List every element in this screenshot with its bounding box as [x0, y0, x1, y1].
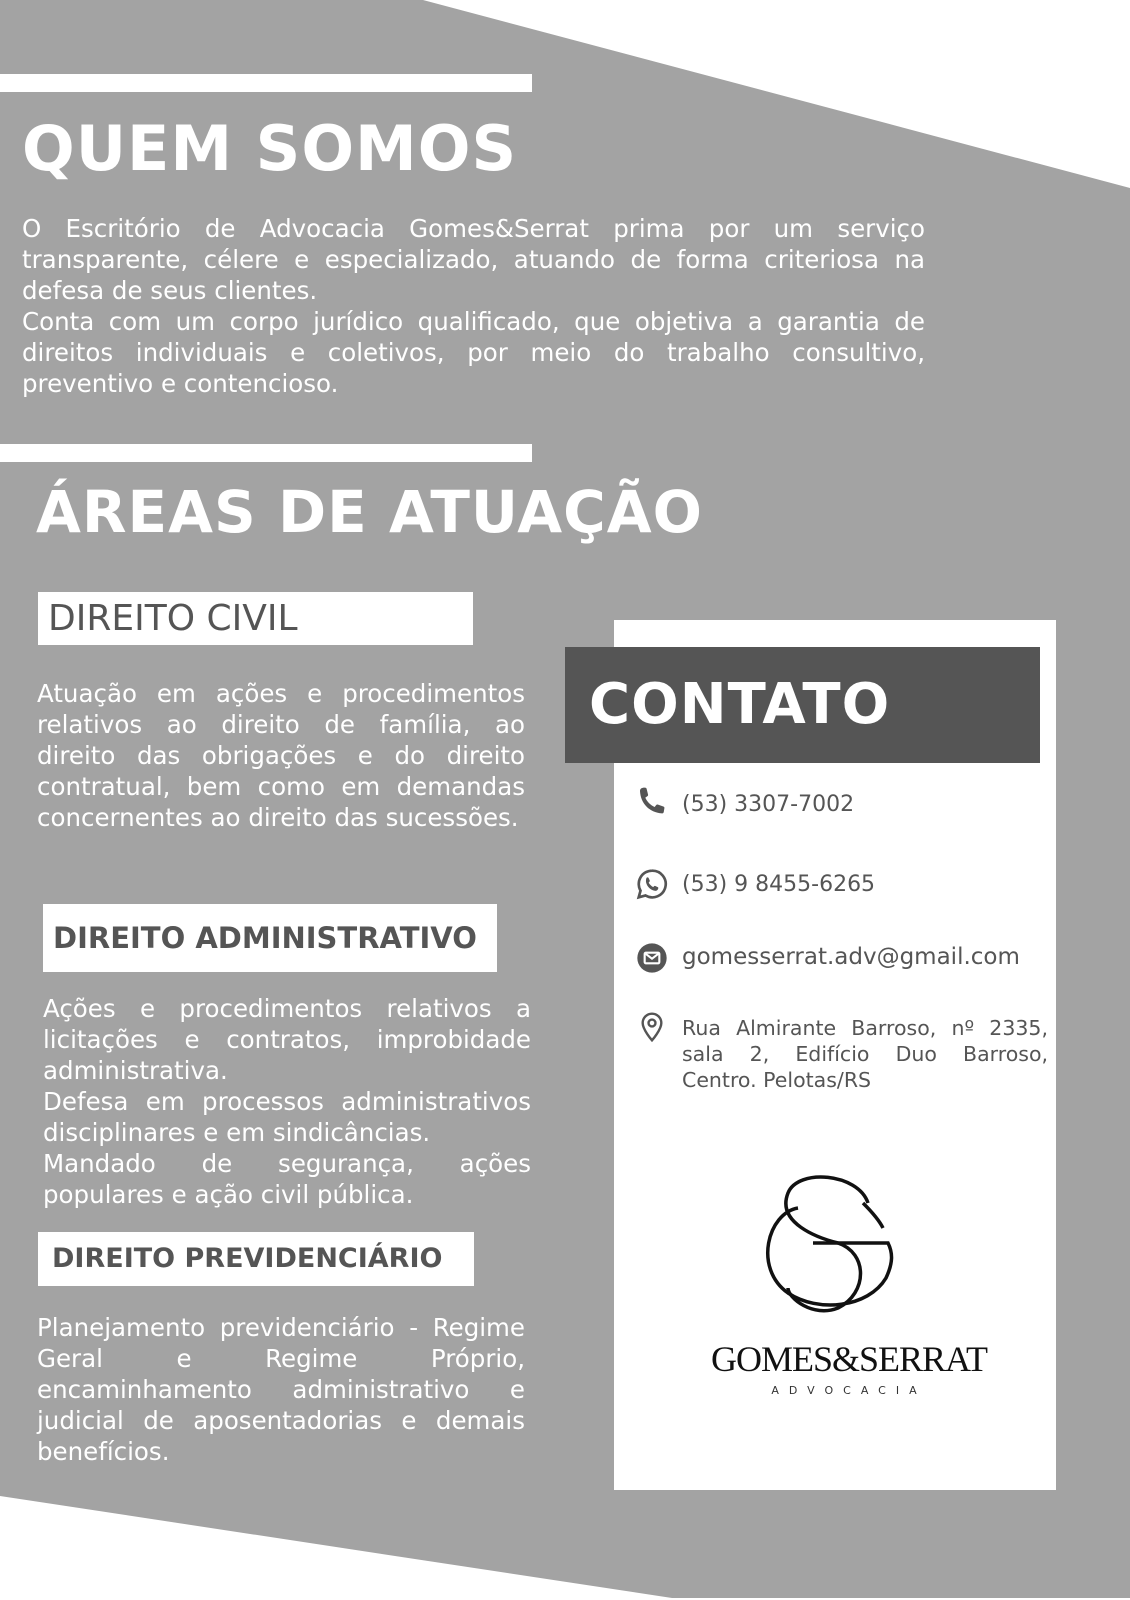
admin-paragraph-2: Defesa em processos administrativos disciplinares e em sindicâncias. — [43, 1087, 531, 1147]
about-paragraph-2: Conta com um corpo jurídico qualificado, que objetiva a garantia de direitos individuais e coletivos, por meio do trabalho consultivo, preventivo e contencioso. — [22, 307, 925, 398]
email-address[interactable]: gomesserrat.adv@gmail.com — [682, 944, 1020, 970]
logo-subtitle: ADVOCACIA — [771, 1384, 927, 1397]
areas-title: ÁREAS DE ATUAÇÃO — [36, 478, 703, 546]
phone-icon — [636, 785, 668, 817]
whatsapp-number[interactable]: (53) 9 8455-6265 — [682, 872, 876, 897]
prev-label: DIREITO PREVIDENCIÁRIO — [38, 1232, 474, 1286]
prev-text: Planejamento previdenciário - Regime Geral e Regime Próprio, encaminhamento administrativo e judicial de aposentadorias e demais benefícios. — [37, 1313, 525, 1466]
civil-label: DIREITO CIVIL — [38, 592, 473, 645]
email-icon — [636, 942, 668, 974]
address: Rua Almirante Barroso, nº 2335, sala 2, Edifício Duo Barroso, Centro. Pelotas/RS — [682, 1016, 1048, 1092]
phone-number[interactable]: (53) 3307-7002 — [682, 792, 855, 817]
divider-bar — [0, 444, 532, 462]
contact-title: CONTATO — [565, 647, 1040, 763]
logo-name: GOMES&SERRAT — [710, 1339, 988, 1379]
logo-monogram — [758, 1168, 908, 1328]
location-pin-icon — [636, 1011, 668, 1043]
admin-label: DIREITO ADMINISTRATIVO — [43, 904, 497, 972]
admin-paragraph-3: Mandado de segurança, ações populares e ação civil pública. — [43, 1149, 531, 1209]
admin-text — [43, 993, 531, 1210]
about-paragraph-1: O Escritório de Advocacia Gomes&Serrat prima por um serviço transparente, célere e especializado, atuando de forma criteriosa na defesa de seus clientes. — [22, 214, 925, 305]
admin-paragraph-1: Ações e procedimentos relativos a licitações e contratos, improbidade administrativa. — [43, 994, 531, 1085]
divider-bar — [0, 74, 532, 92]
civil-text: Atuação em ações e procedimentos relativos ao direito de família, ao direito das obrigações e do direito contratual, bem como em demandas concernentes ao direito das sucessões. — [37, 679, 525, 832]
about-title: QUEM SOMOS — [22, 112, 518, 185]
about-text — [22, 213, 925, 399]
whatsapp-icon — [636, 868, 668, 900]
